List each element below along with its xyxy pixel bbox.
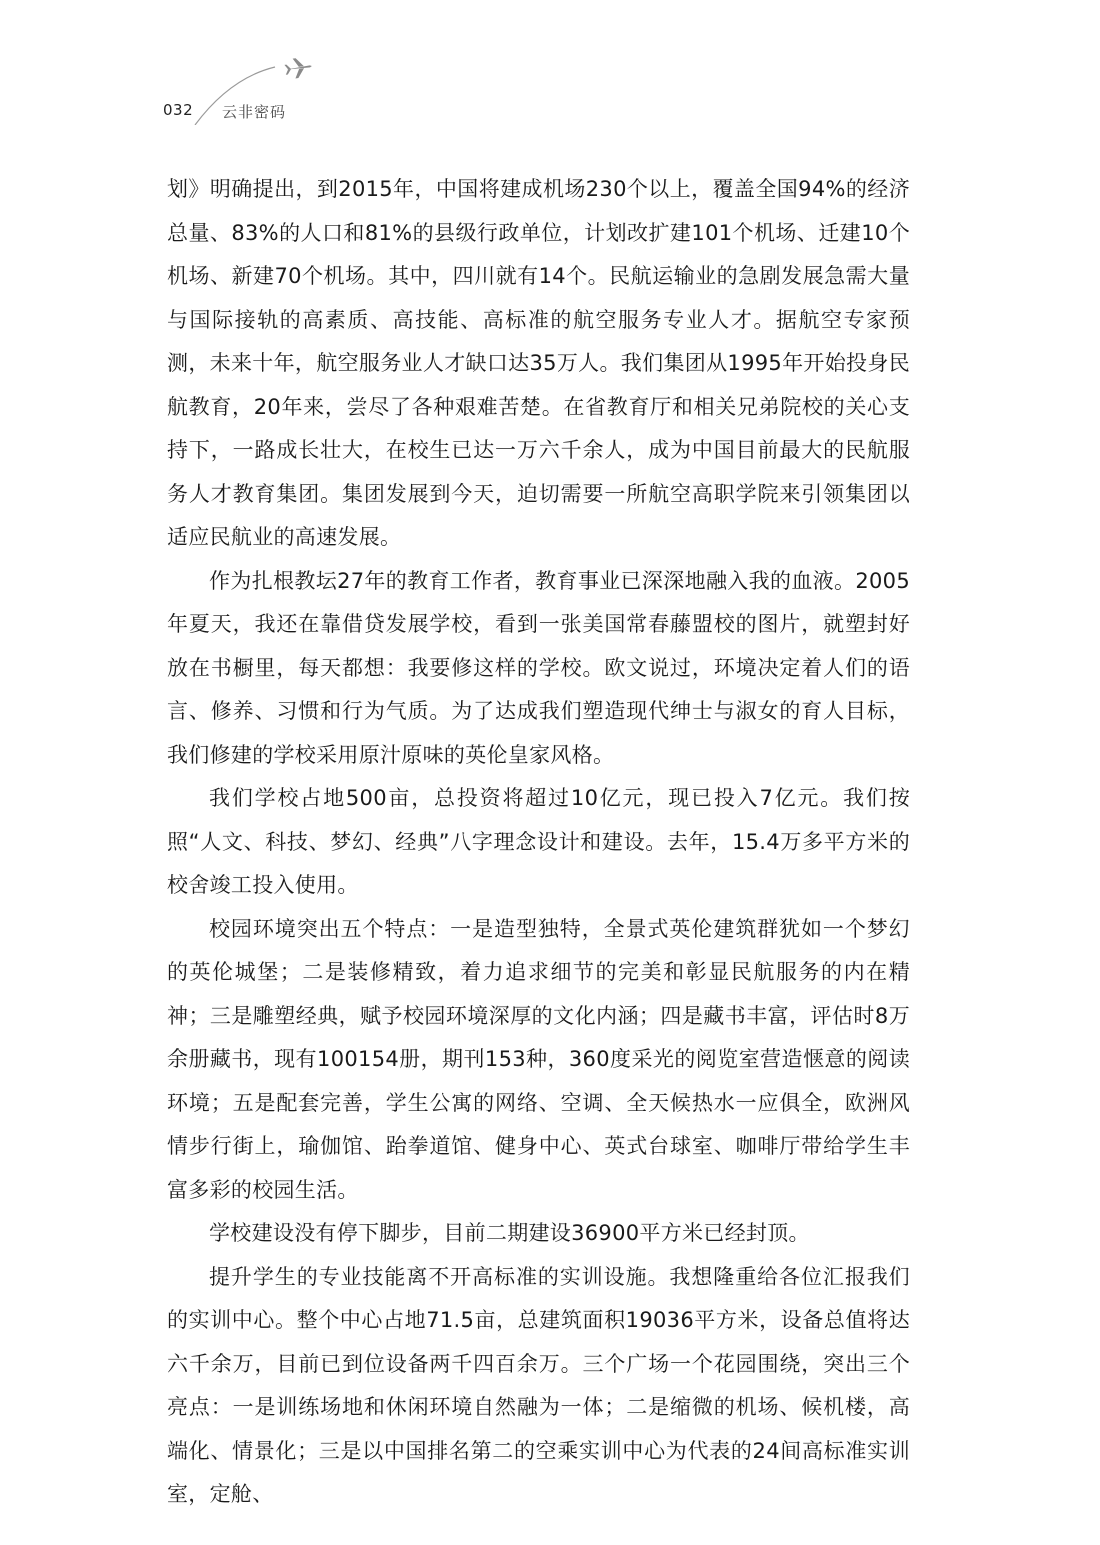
paragraph: 学校建设没有停下脚步，目前二期建设36900平方米已经封顶。	[209, 1221, 810, 1245]
page-header	[0, 0, 1100, 140]
paragraph: 提升学生的专业技能离不开高标准的实训设施。我想隆重给各位汇报我们的实训中心。整个中心占地71.5亩，总建筑面积19036平方米，设备总值将达六千余万，目前已到位设备两千四百余万。三个广场一个花园围绕，突出三个亮点：一是训练场地和休闲环境自然融为一体；二是缩微的机场、候机楼，高端化、情景化；三是以中国排名第二的空乘实训中心为代表的24间高标准实训室，定舱、	[167, 1264, 910, 1506]
paragraph: 我们学校占地500亩，总投资将超过10亿元，现已投入7亿元。我们按照“人文、科技、梦幻、经典”八字理念设计和建设。去年，15.4万多平方米的校舍竣工投入使用。	[167, 786, 910, 897]
page-number: 032	[163, 101, 194, 119]
book-title: 云非密码	[222, 103, 287, 121]
paragraph: 校园环境突出五个特点：一是造型独特，全景式英伦建筑群犹如一个梦幻的英伦城堡；二是装修精致，着力追求细节的完美和彰显民航服务的内在精神；三是雕塑经典，赋予校园环境深厚的文化内涵；四是藏书丰富，评估时8万余册藏书，现有100154册，期刊153种，360度采光的阅览室营造惬意的阅读环境；五是配套完善，学生公寓的网络、空调、全天候热水一应俱全，欧洲风情步行街上，瑜伽馆、跆拳道馆、健身中心、英式台球室、咖啡厅带给学生丰富多彩的校园生活。	[167, 916, 910, 1202]
paragraph: 作为扎根教坛27年的教育工作者，教育事业已深深地融入我的血液。2005年夏天，我还在靠借贷发展学校，看到一张美国常春藤盟校的图片，就塑封好放在书橱里，每天都想：我要修这样的学校。欧文说过，环境决定着人们的语言、修养、习惯和行为气质。为了达成我们塑造现代绅士与淑女的育人目标，我们修建的学校采用原汁原味的英伦皇家风格。	[167, 568, 910, 767]
paragraph: 划》明确提出，到2015年，中国将建成机场230个以上，覆盖全国94%的经济总量、83%的人口和81%的县级行政单位，计划改扩建101个机场、迁建10个机场、新建70个机场。其中，四川就有14个。民航运输业的急剧发展急需大量与国际接轨的高素质、高技能、高标准的航空服务专业人才。据航空专家预测，未来十年，航空服务业人才缺口达35万人。我们集团从1995年开始投身民航教育，20年来，尝尽了各种艰难苦楚。在省教育厅和相关兄弟院校的关心支持下，一路成长壮大，在校生已达一万六千余人，成为中国目前最大的民航服务人才教育集团。集团发展到今天，迫切需要一所航空高职学院来引领集团以适应民航业的高速发展。	[167, 177, 910, 549]
body-text	[167, 168, 910, 1517]
